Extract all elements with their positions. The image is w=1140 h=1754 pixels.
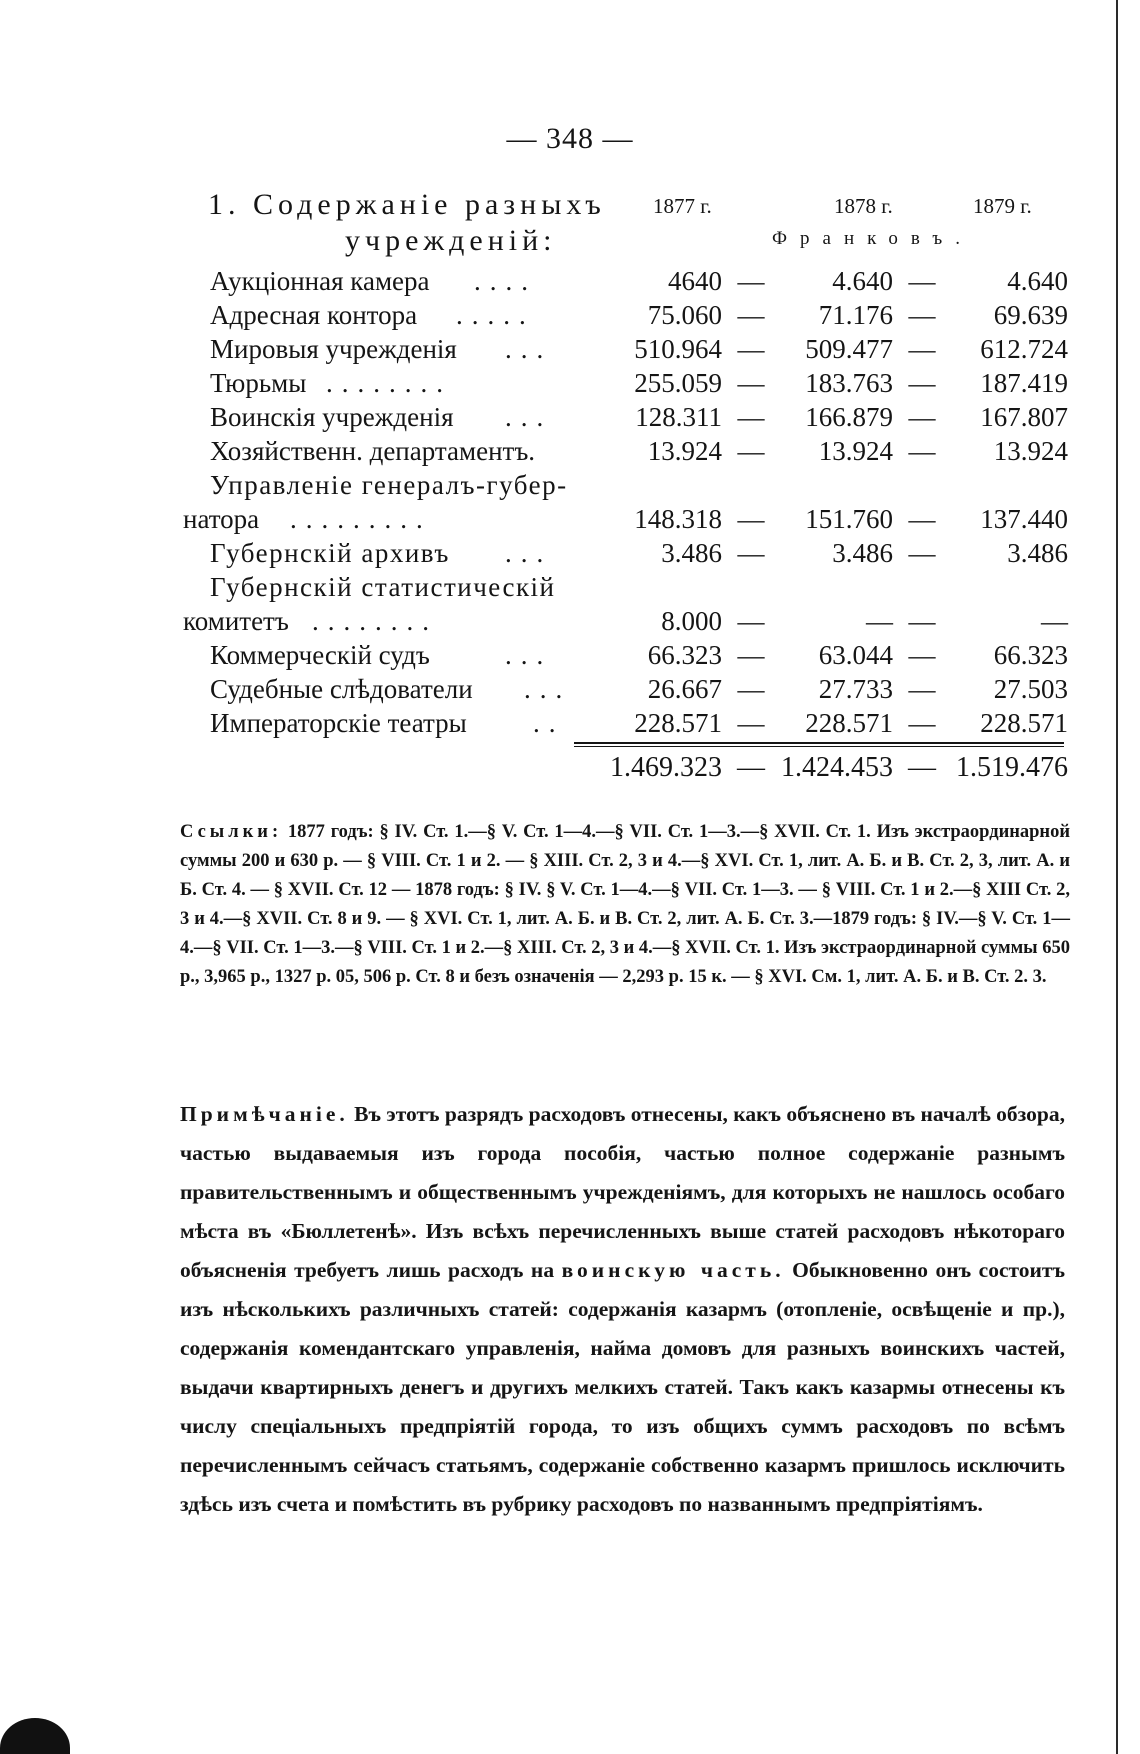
dash: —	[737, 640, 765, 670]
value-1877: 255.059	[634, 368, 722, 398]
leader-dots: ........	[312, 606, 438, 636]
unit-label: Франковъ.	[772, 228, 973, 249]
value-1879: 137.440	[980, 504, 1068, 534]
leader-dots: .........	[290, 504, 432, 534]
table-row	[0, 300, 1140, 334]
references-text: 1877 годъ: § IV. Ст. 1.—§ V. Ст. 1—4.—§ VII. Ст. 1—3.—§ XVII. Ст. 1. Изъ экстраординарной суммы 200 и 630 р. — § VIII. Ст. 1 и 2. — § XIII. Ст. 2, 3 и 4.—§ XVI. Ст. 1, лит. А. Б. и В. Ст. 2, 3, лит. А. и Б. Ст. 4. — § XVII. Ст. 12 — 1878 годъ: § IV. § V. Ст. 1—4.—§ VII. Ст. 1—3. — § VIII. Ст. 1 и 2.—§ XIII Ст. 2, 3 и 4.—§ XVII. Ст. 8 и 9. — § XVI. Ст. 1, лит. А. Б. и В. Ст. 2, лит. А. Б. Ст. 3.—1879 годъ: § IV.—§ V. Ст. 1—4.—§ VII. Ст. 1—3.—§ VIII. Ст. 1 и 2.—§ XIII. Ст. 2, 3 и 4.—§ XVII. Ст. 1. Изъ экстраординарной суммы 650 р., 3,965 р., 1327 р. 05, 506 р. Ст. 8 и безъ означенія — 2,293 р. 15 к. — § XVI. См. 1, лит. А. Б. и В. Ст. 2. 3.	[180, 822, 1070, 987]
row-label: Воинскія учрежденія	[210, 402, 454, 432]
value-1879: 66.323	[993, 640, 1068, 670]
value-1878: —	[866, 606, 893, 636]
page-edge-line	[1116, 0, 1118, 1754]
value-1878: 4.640	[832, 266, 893, 296]
value-1879: 27.503	[993, 674, 1068, 704]
row-label: Губернскій статистическій	[210, 572, 556, 602]
table-row	[0, 572, 1140, 606]
references-paragraph	[180, 818, 1070, 992]
value-1878: 228.571	[805, 708, 893, 738]
leader-dots: ...	[505, 402, 553, 432]
value-1879: 167.807	[980, 402, 1068, 432]
row-label: Судебные слѣдователи	[210, 674, 473, 704]
leader-dots: ....	[474, 266, 537, 296]
section-title: 1. Содержаніе разныхъ	[208, 188, 606, 221]
table-row	[0, 674, 1140, 708]
value-1877: 148.318	[634, 504, 722, 534]
ink-blot	[0, 1718, 70, 1754]
value-1878: 71.176	[818, 300, 893, 330]
row-label: комитетъ	[183, 606, 289, 636]
table-row	[0, 708, 1140, 742]
dash: —	[908, 538, 936, 568]
total-rule-thin	[574, 746, 1064, 747]
total-row	[0, 752, 1140, 786]
references-label: Ссылки:	[180, 822, 283, 842]
leader-dots: ...	[505, 334, 553, 364]
row-label: Коммерческій судъ	[210, 640, 430, 670]
table-row	[0, 538, 1140, 572]
table-row	[0, 606, 1140, 640]
leader-dots: .....	[456, 300, 535, 330]
row-label: Управленіе генералъ-губер-	[210, 470, 568, 500]
total-1877: 1.469.323	[610, 752, 722, 783]
value-1877: 228.571	[634, 708, 722, 738]
table-row	[0, 368, 1140, 402]
row-label: натора	[183, 504, 260, 534]
page-number: — 348 —	[506, 122, 634, 155]
value-1878: 63.044	[818, 640, 893, 670]
dash: —	[908, 640, 936, 670]
note-paragraph	[180, 1095, 1065, 1524]
dash: —	[737, 674, 765, 704]
value-1879: 13.924	[993, 436, 1068, 466]
dash: —	[908, 752, 936, 783]
row-label: Адресная контора	[210, 300, 418, 330]
table-row	[0, 640, 1140, 674]
value-1877: 66.323	[647, 640, 722, 670]
value-1879: 187.419	[980, 368, 1068, 398]
dash: —	[908, 606, 936, 636]
table-row	[0, 436, 1140, 470]
value-1879: 228.571	[980, 708, 1068, 738]
value-1879: 69.639	[993, 300, 1068, 330]
value-1877: 4640	[668, 266, 722, 296]
dash: —	[737, 538, 765, 568]
leader-dots: ...	[505, 538, 553, 568]
dash: —	[737, 334, 765, 364]
table-row	[0, 402, 1140, 436]
dash: —	[737, 368, 765, 398]
leader-dots: ...	[505, 640, 553, 670]
table-row	[0, 266, 1140, 300]
dash: —	[737, 300, 765, 330]
total-rule	[574, 742, 1064, 744]
year-header-1878: 1878 г.	[834, 194, 893, 218]
dash: —	[908, 300, 936, 330]
leader-dots: ........	[326, 368, 452, 398]
table-row	[0, 504, 1140, 538]
table-row	[0, 334, 1140, 368]
dash: —	[908, 708, 936, 738]
row-label: Губернскій архивъ	[210, 538, 450, 568]
dash: —	[908, 674, 936, 704]
dash: —	[908, 334, 936, 364]
note-text-part-2: Обыкновенно онъ состоитъ изъ нѣсколькихъ различныхъ статей: содержанія казармъ (отопленіе, освѣщеніе и пр.), содержанія комендантскаго управленія, найма домовъ для разныхъ воинскихъ частей, выдачи квартирныхъ денегъ и другихъ мелкихъ статей. Такъ какъ казармы отнесены къ числу спеціальныхъ предпріятій города, то изъ общихъ суммъ расходовъ по всѣмъ перечисленнымъ сейчасъ статьямъ, содержаніе собственно казармъ пришлось исключить здѣсь изъ счета и помѣстить въ рубрику расходовъ по названнымъ предпріятіямъ.	[180, 1258, 1066, 1516]
value-1877: 128.311	[635, 402, 722, 432]
dash: —	[737, 402, 765, 432]
dash: —	[908, 266, 936, 296]
value-1877: 26.667	[647, 674, 722, 704]
value-1877: 510.964	[634, 334, 722, 364]
dash: —	[908, 368, 936, 398]
note-spaced-phrase: воинскую часть.	[561, 1258, 785, 1282]
total-1879: 1.519.476	[956, 752, 1068, 783]
table-row	[0, 470, 1140, 504]
dash: —	[737, 752, 765, 783]
dash: —	[737, 266, 765, 296]
value-1878: 183.763	[805, 368, 893, 398]
value-1878: 27.733	[818, 674, 893, 704]
value-1878: 166.879	[805, 402, 893, 432]
year-header-1879: 1879 г.	[973, 194, 1032, 218]
note-label: Примѣчаніе.	[180, 1102, 349, 1126]
value-1878: 509.477	[805, 334, 893, 364]
dash: —	[737, 436, 765, 466]
value-1879: 4.640	[1007, 266, 1068, 296]
dash: —	[908, 436, 936, 466]
value-1877: 13.924	[647, 436, 722, 466]
row-label: Императорскіе театры	[210, 708, 467, 738]
value-1878: 3.486	[832, 538, 893, 568]
leader-dots: ..	[533, 708, 565, 738]
value-1877: 3.486	[661, 538, 722, 568]
dash: —	[737, 708, 765, 738]
dash: —	[737, 606, 765, 636]
row-label: Мировыя учрежденія	[210, 334, 457, 364]
row-label: Аукціонная камера	[210, 266, 430, 296]
value-1878: 151.760	[805, 504, 893, 534]
value-1879: —	[1041, 606, 1068, 636]
value-1879: 612.724	[980, 334, 1068, 364]
dash: —	[908, 504, 936, 534]
row-label: Тюрьмы	[210, 368, 307, 398]
note-text-part-1: Въ этотъ разрядъ расходовъ отнесены, какъ объяснено въ началѣ обзора, частью выдаваемыя изъ города пособія, частью полное содержаніе разнымъ правительственнымъ и общественнымъ учрежденіямъ, для которыхъ не нашлось особаго мѣста въ «Бюллетенѣ». Изъ всѣхъ перечисленныхъ выше статей расходовъ нѣкотораго объясненія требуетъ лишь расходъ на	[180, 1102, 1066, 1282]
value-1877: 75.060	[647, 300, 722, 330]
value-1879: 3.486	[1007, 538, 1068, 568]
year-header-1877: 1877 г.	[653, 194, 712, 218]
section-title-continued: учрежденій:	[345, 224, 557, 257]
total-1878: 1.424.453	[781, 752, 893, 783]
dash: —	[908, 402, 936, 432]
value-1877: 8.000	[661, 606, 722, 636]
leader-dots: ...	[524, 674, 572, 704]
row-label: Хозяйственн. департаментъ.	[210, 436, 536, 466]
value-1878: 13.924	[818, 436, 893, 466]
dash: —	[737, 504, 765, 534]
